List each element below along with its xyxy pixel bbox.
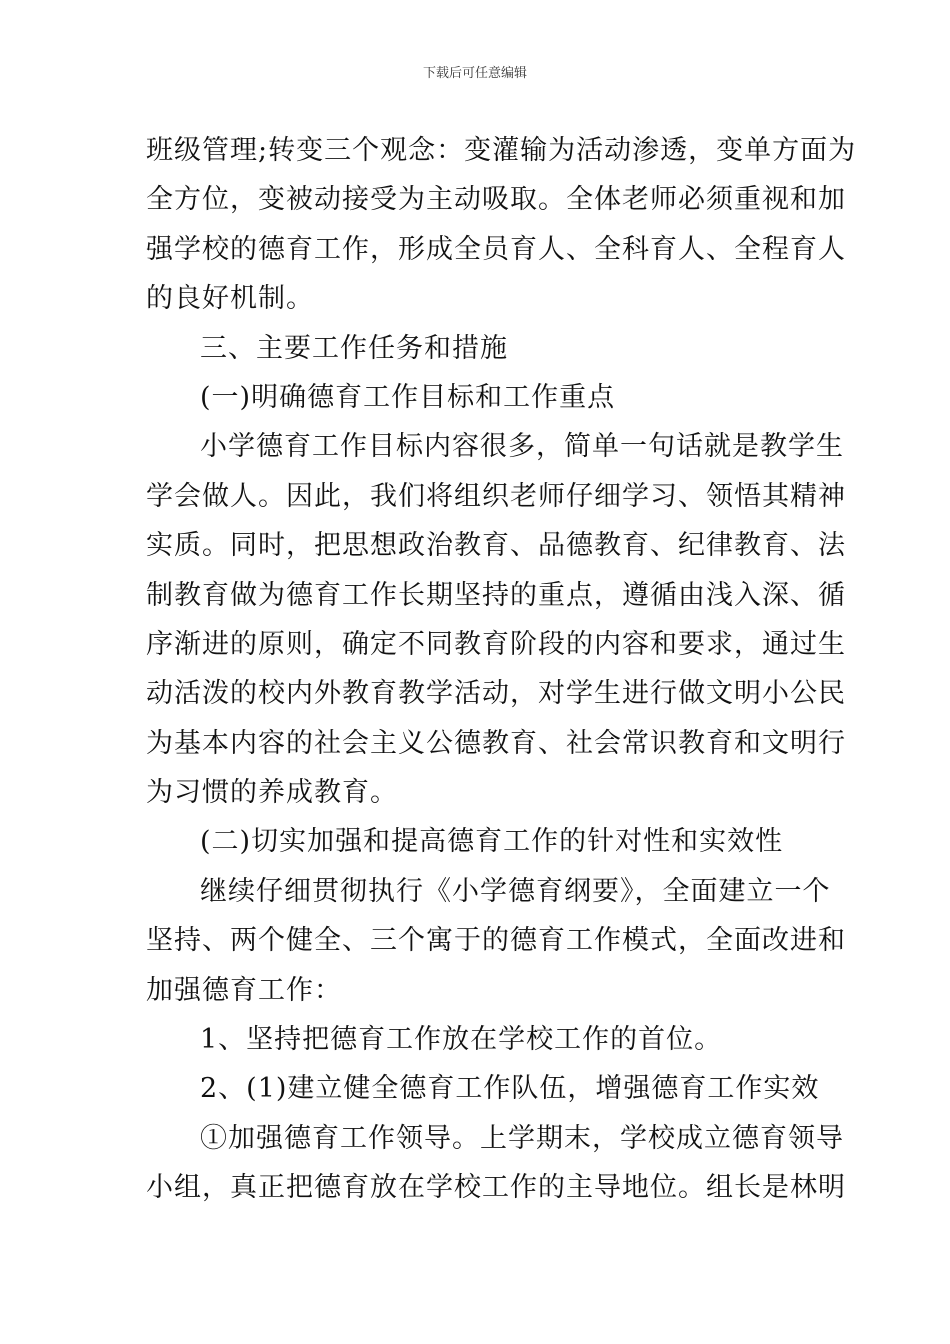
text-line-18: 加强德育工作： xyxy=(146,974,342,1006)
text-line-13: 为基本内容的社会主义公德教育、社会常识教育和文明行 xyxy=(146,727,846,759)
text-line-4: 的良好机制。 xyxy=(146,283,314,315)
text-line-9: 实质。同时，把思想政治教育、品德教育、纪律教育、法 xyxy=(146,530,846,562)
subsection-heading-2: (二)切实加强和提高德育工作的针对性和实效性 xyxy=(200,826,784,858)
section-heading-3: 三、主要工作任务和措施 xyxy=(200,332,508,364)
text-line-1: 班级管理;转变三个观念：变灌输为活动渗透，变单方面为 xyxy=(146,135,857,166)
text-line-17: 坚持、两个健全、三个寓于的德育工作模式，全面改进和 xyxy=(146,925,846,957)
text-line-2: 全方位，变被动接受为主动吸取。全体老师必须重视和加 xyxy=(146,184,846,216)
text-line-3: 强学校的德育工作，形成全员育人、全科育人、全程育人 xyxy=(146,233,846,265)
page-header: 下载后可任意编辑 xyxy=(422,66,527,81)
list-item-1: 1、坚持把德育工作放在学校工作的首位。 xyxy=(200,1024,723,1056)
list-item-2: 2、(1)建立健全德育工作队伍，增强德育工作实效 xyxy=(200,1073,820,1105)
text-line-22: 小组，真正把德育放在学校工作的主导地位。组长是林明 xyxy=(146,1172,846,1204)
text-line-8: 学会做人。因此，我们将组织老师仔细学习、领悟其精神 xyxy=(146,480,846,512)
text-line-7: 小学德育工作目标内容很多，简单一句话就是教学生 xyxy=(200,431,844,463)
text-line-10: 制教育做为德育工作长期坚持的重点，遵循由浅入深、循 xyxy=(146,579,846,611)
document-body xyxy=(146,126,857,1213)
text-line-16: 继续仔细贯彻执行《小学德育纲要》，全面建立一个 xyxy=(200,875,831,907)
subsection-heading-1: (一)明确德育工作目标和工作重点 xyxy=(200,381,616,413)
text-line-11: 序渐进的原则，确定不同教育阶段的内容和要求，通过生 xyxy=(146,628,846,660)
text-line-12: 动活泼的校内外教育教学活动，对学生进行做文明小公民 xyxy=(146,678,846,710)
text-line-21: ①加强德育工作领导。上学期末，学校成立德育领导 xyxy=(200,1122,844,1154)
text-line-14: 为习惯的养成教育。 xyxy=(146,777,398,809)
